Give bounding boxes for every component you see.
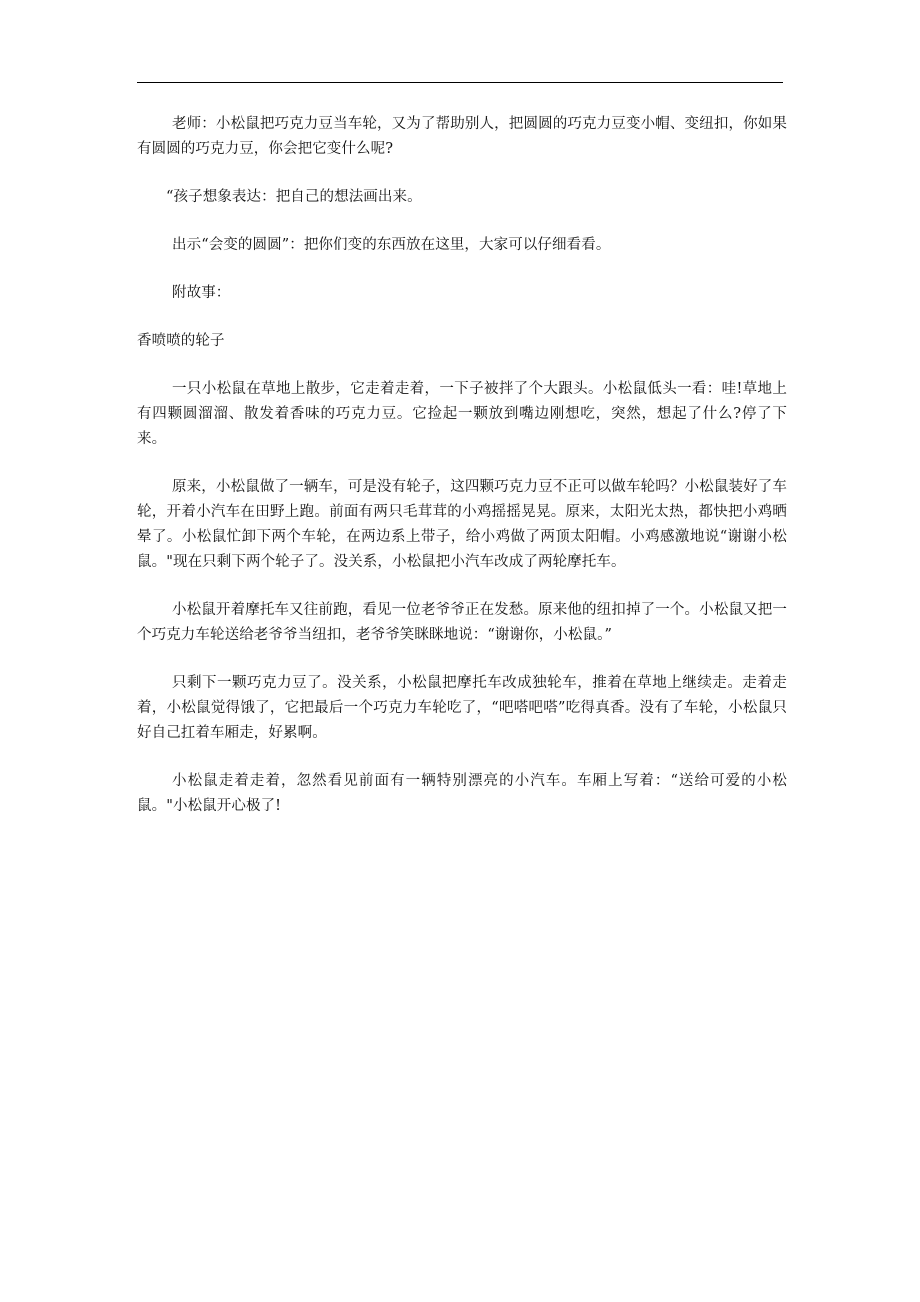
story-paragraph-2: 原来，小松鼠做了一辆车，可是没有轮子，这四颗巧克力豆不正可以做车轮吗？小松鼠装好了车轮，开着小汽车在田野上跑。前面有两只毛茸茸的小鸡摇摇晃晃。原来，太阳光太热，都快把小鸡晒晕了。小松鼠忙卸下两个车轮，在两边系上带子，给小鸡做了两顶太阳帽。小鸡感激地说“谢谢小松鼠。"现在只剩下两个轮子了。没关系，小松鼠把小汽车改成了两轮摩托车。 [137, 479, 787, 570]
paragraph-show-circles: 出示“会变的圆圆”：把你们变的东西放在这里，大家可以仔细看看。 [172, 237, 611, 253]
story-paragraph-3: 小松鼠开着摩托车又往前跑，看见一位老爷爷正在发愁。原来他的纽扣掉了一个。小松鼠又把一个巧克力车轮送给老爷爷当纽扣，老爷爷笑眯眯地说：“谢谢你，小松鼠。” [137, 602, 787, 643]
paragraph-appendix-label: 附故事： [172, 285, 231, 301]
story-paragraph-4: 只剩下一颗巧克力豆了。没关系，小松鼠把摩托车改成独轮车，推着在草地上继续走。走着走着，小松鼠觉得饿了，它把最后一个巧克力车轮吃了，“吧嗒吧嗒”吃得真香。没有了车轮，小松鼠只好自己扛着车厢走，好累啊。 [137, 675, 787, 741]
story-paragraph-1: 一只小松鼠在草地上散步，它走着走着，一下子被拌了个大跟头。小松鼠低头一看：哇!草地上有四颗圆溜溜、散发着香味的巧克力豆。它捡起一颗放到嘴边刚想吃，突然，想起了什么?停了下来。 [137, 381, 787, 447]
story-title: 香喷喷的轮子 [137, 333, 225, 349]
document-body [137, 112, 787, 842]
paragraph-children-expression: “孩子想象表达：把自己的想法画出来。 [166, 189, 422, 205]
paragraph-teacher-question: 老师：小松鼠把巧克力豆当车轮，又为了帮助别人，把圆圆的巧克力豆变小帽、变纽扣，你如果有圆圆的巧克力豆，你会把它变什么呢? [137, 116, 787, 157]
story-paragraph-5: 小松鼠走着走着，忽然看见前面有一辆特别漂亮的小汽车。车厢上写着：“送给可爱的小松鼠。"小松鼠开心极了! [137, 773, 787, 814]
header-rule [137, 82, 783, 83]
